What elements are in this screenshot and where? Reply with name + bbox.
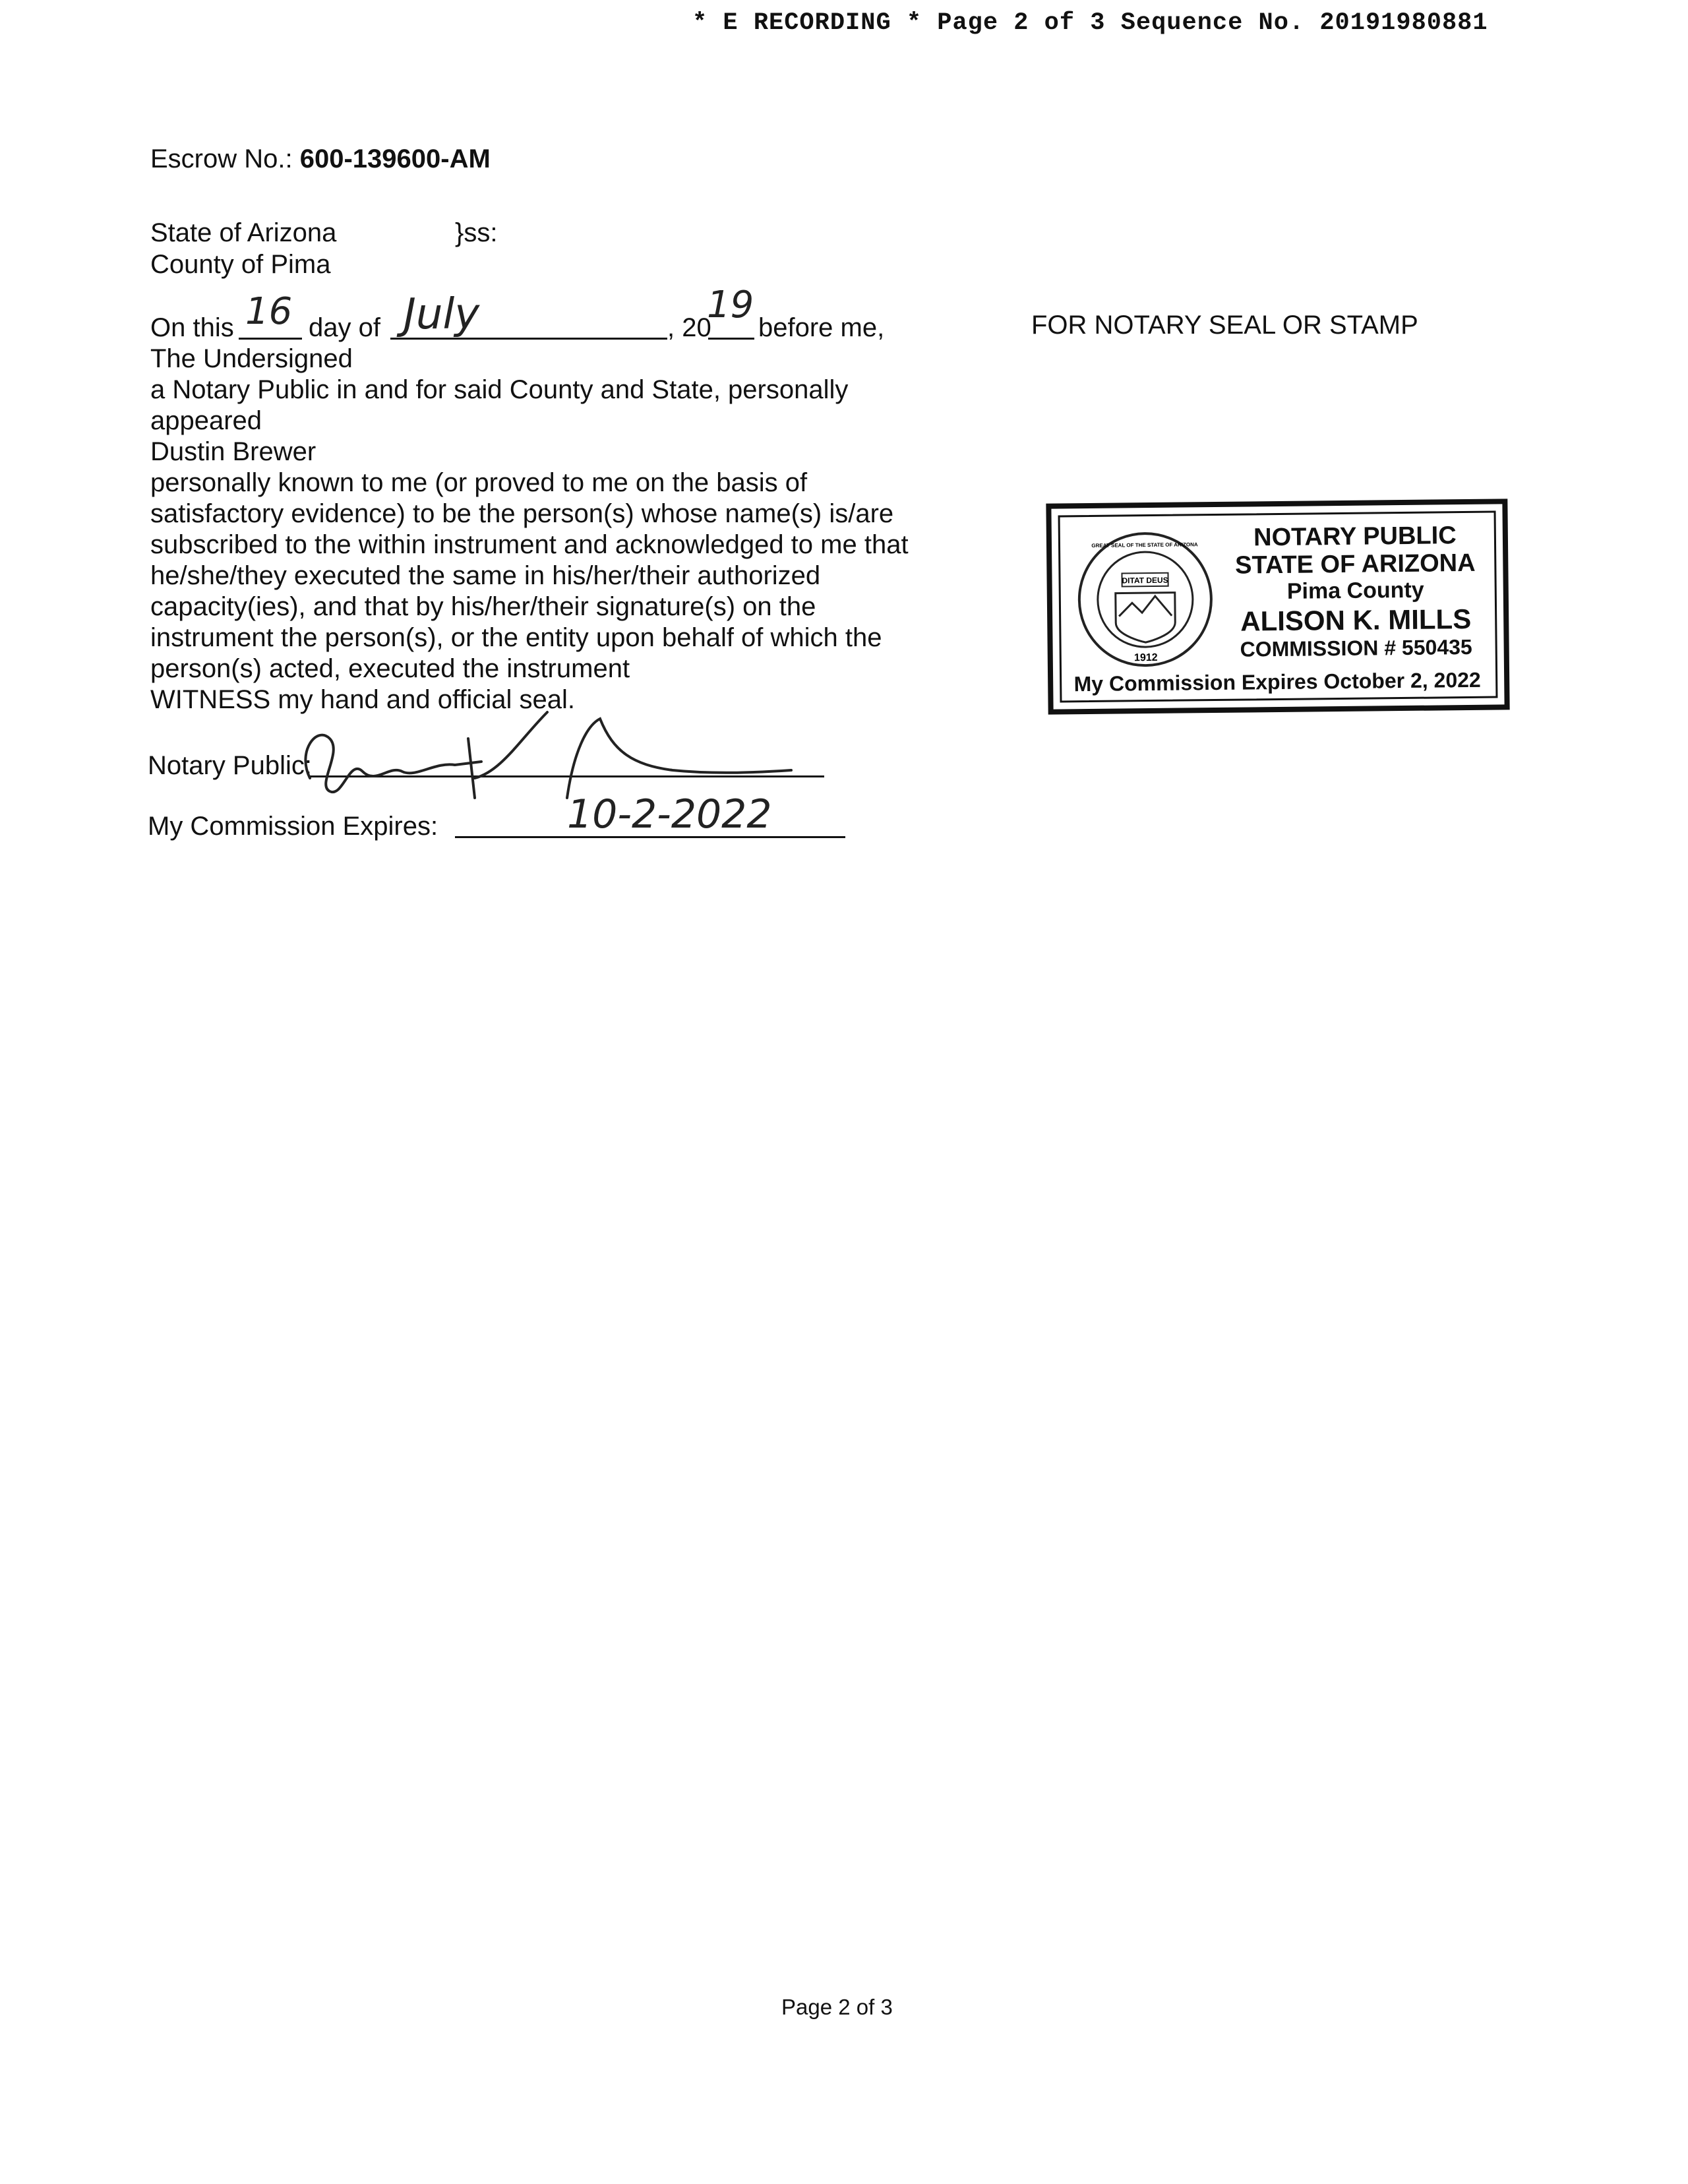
stamp-county: Pima County bbox=[1286, 577, 1424, 604]
year-handwritten: 19 bbox=[707, 284, 754, 326]
day-handwritten: 16 bbox=[245, 290, 293, 333]
recording-header: * E RECORDING * Page 2 of 3 Sequence No. 20191980881 bbox=[692, 9, 1488, 37]
stamp-commission: COMMISSION # 550435 bbox=[1240, 634, 1472, 661]
on-this-label: On this bbox=[150, 313, 234, 342]
state-seal-icon bbox=[1075, 530, 1215, 669]
page-footer: Page 2 of 3 bbox=[781, 1995, 893, 2019]
year-blank-line bbox=[708, 338, 754, 340]
ack-line-1: a Notary Public in and for said County and State, personally bbox=[150, 375, 849, 404]
notary-stamp bbox=[1046, 499, 1509, 714]
stamp-state: STATE OF ARIZONA bbox=[1234, 549, 1476, 580]
ack-line-4: satisfactory evidence) to be the person(s) whose name(s) is/are bbox=[150, 499, 894, 528]
month-handwritten: July bbox=[404, 290, 480, 339]
stamp-notary-name: ALISON K. MILLS bbox=[1240, 603, 1472, 637]
day-of-label: day of bbox=[309, 313, 380, 342]
ack-line-2: appeared bbox=[150, 406, 262, 435]
venue-state: State of Arizona bbox=[150, 218, 337, 247]
ack-line-8: instrument the person(s), or the entity upon behalf of which the bbox=[150, 623, 882, 652]
commission-handwritten: 10-2-2022 bbox=[567, 791, 772, 837]
escrow-number: 600-139600-AM bbox=[299, 144, 491, 173]
seal-motto: DITAT DEUS bbox=[1122, 575, 1168, 586]
before-me-label: before me, bbox=[758, 313, 885, 342]
ack-line-5: subscribed to the within instrument and acknowledged to me that bbox=[150, 530, 909, 559]
venue-county: County of Pima bbox=[150, 250, 331, 279]
stamp-expires: My Commission Expires October 2, 2022 bbox=[1073, 667, 1481, 696]
stamp-title: NOTARY PUBLIC bbox=[1253, 522, 1457, 552]
seal-area-label: FOR NOTARY SEAL OR STAMP bbox=[1031, 311, 1418, 340]
signer-name: Dustin Brewer bbox=[150, 437, 316, 466]
escrow-line bbox=[150, 144, 491, 175]
month-blank-line bbox=[390, 338, 667, 340]
witness-line: WITNESS my hand and official seal. bbox=[150, 685, 575, 714]
year-prefix: , 20 bbox=[667, 313, 711, 342]
commission-expires-label: My Commission Expires: bbox=[148, 812, 438, 841]
ack-line-9: person(s) acted, executed the instrument bbox=[150, 654, 630, 683]
venue-ss: }ss: bbox=[455, 218, 498, 247]
seal-ring-text: GREAT SEAL OF THE STATE OF ARIZONA bbox=[1091, 541, 1198, 549]
seal-year: 1912 bbox=[1133, 652, 1158, 664]
ack-line-7: capacity(ies), and that by his/her/their signature(s) on the bbox=[150, 592, 816, 621]
day-blank-line bbox=[239, 338, 302, 340]
ack-line-6: he/she/they executed the same in his/her/their authorized bbox=[150, 561, 821, 590]
notary-signature-scribble bbox=[290, 699, 831, 804]
officer-name: The Undersigned bbox=[150, 344, 353, 373]
ack-line-3: personally known to me (or proved to me on the basis of bbox=[150, 468, 808, 497]
escrow-label: Escrow No.: bbox=[150, 144, 293, 173]
notary-public-label: Notary Public: bbox=[148, 751, 312, 780]
